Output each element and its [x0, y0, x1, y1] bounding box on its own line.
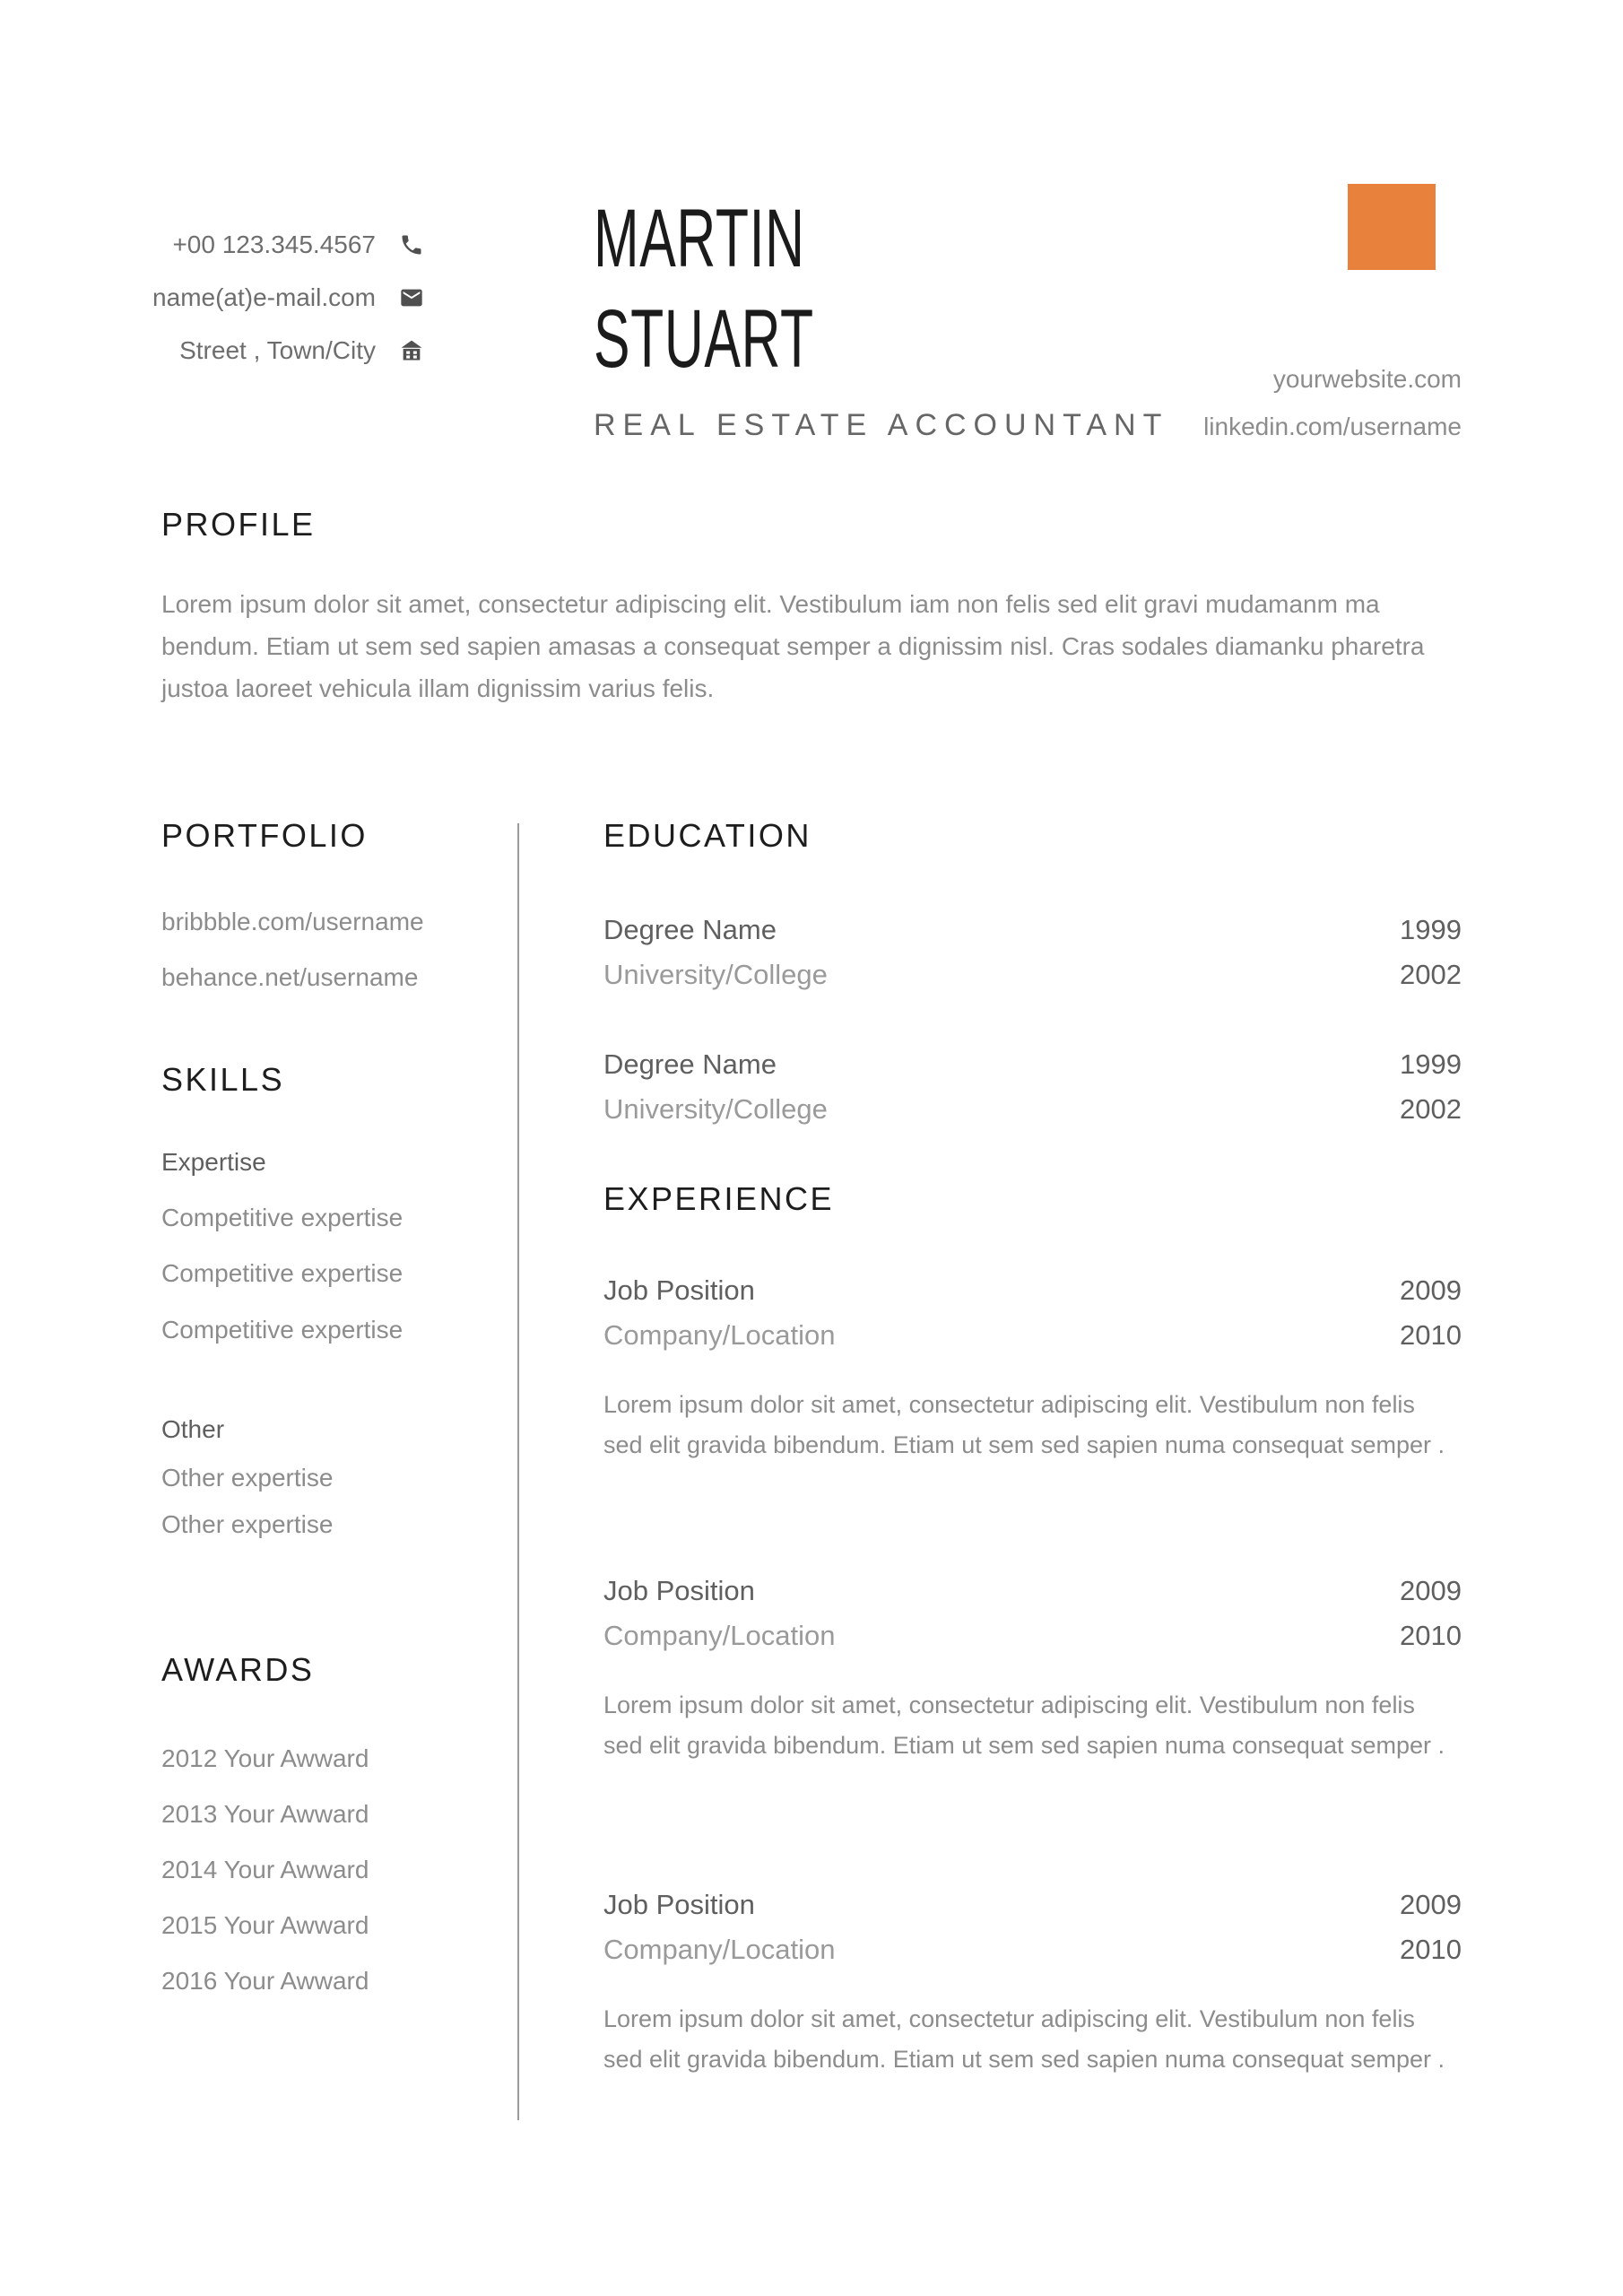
experience-entry	[603, 1268, 1462, 1465]
website-link: yourwebsite.com	[1272, 365, 1462, 393]
portfolio-link: bribbble.com/username	[161, 908, 424, 935]
education-year-start: 1999	[1400, 914, 1462, 945]
university-name: University/College	[603, 1093, 828, 1125]
skill-item: Competitive expertise	[161, 1316, 404, 1344]
experience-entry	[603, 1569, 1462, 1766]
first-name: MARTIN	[594, 193, 805, 284]
degree-name: Degree Name	[603, 1048, 777, 1080]
experience-year-end: 2010	[1400, 1934, 1462, 1965]
job-description: Lorem ipsum dolor sit amet, consectetur adipiscing elit. Vestibulum non felis sed elit gravida bibendum. Etiam ut sem sed sapien numa consequat semper .	[603, 1692, 1445, 1759]
experience-year-end: 2010	[1400, 1319, 1462, 1351]
company-location: Company/Location	[603, 1620, 836, 1651]
portfolio-link: behance.net/username	[161, 963, 419, 991]
phone-icon	[399, 232, 424, 257]
education-year-end: 2002	[1400, 1093, 1462, 1125]
last-name: STUART	[594, 293, 814, 385]
job-position: Job Position	[603, 1889, 755, 1920]
company-location: Company/Location	[603, 1319, 836, 1351]
contact-phone-row	[172, 230, 424, 260]
skills-expertise-label: Expertise	[161, 1148, 266, 1176]
skills-heading: SKILLS	[161, 1061, 285, 1098]
job-title: REAL ESTATE ACCOUNTANT	[594, 408, 1169, 442]
portfolio-heading: PORTFOLIO	[161, 817, 368, 854]
experience-year-start: 2009	[1400, 1889, 1462, 1920]
address-text: Street , Town/City	[179, 336, 376, 364]
university-name: University/College	[603, 959, 828, 990]
profile-text: Lorem ipsum dolor sit amet, consectetur adipiscing elit. Vestibulum iam non felis sed elit gravi mudamanm ma bendum. Etiam ut sem sed sapien amasas a consequat semper a dignissim nisl. Cras sodales diamanku pharetra justoa laoreet vehicula illam dignissim varius felis.	[161, 590, 1425, 702]
contact-address-row	[179, 335, 424, 366]
job-position: Job Position	[603, 1274, 755, 1306]
award-item: 2013 Your Awward	[161, 1800, 369, 1828]
award-item: 2012 Your Awward	[161, 1744, 369, 1772]
skill-item: Other expertise	[161, 1510, 334, 1538]
education-year-start: 1999	[1400, 1048, 1462, 1080]
email-address: name(at)e-mail.com	[152, 283, 376, 311]
award-item: 2016 Your Awward	[161, 1967, 369, 1995]
name-block	[594, 188, 1168, 445]
experience-heading: EXPERIENCE	[603, 1180, 835, 1217]
building-icon	[399, 338, 424, 363]
contact-email-row	[152, 283, 424, 313]
column-divider	[517, 823, 519, 2120]
skill-item: Competitive expertise	[161, 1204, 404, 1231]
award-item: 2015 Your Awward	[161, 1911, 369, 1939]
accent-square	[1348, 184, 1436, 270]
experience-entry	[603, 1883, 1462, 2080]
job-description: Lorem ipsum dolor sit amet, consectetur adipiscing elit. Vestibulum non felis sed elit gravida bibendum. Etiam ut sem sed sapien numa consequat semper .	[603, 2005, 1445, 2073]
phone-number: +00 123.345.4567	[172, 230, 376, 258]
skill-item: Other expertise	[161, 1464, 334, 1492]
linkedin-link: linkedin.com/username	[1203, 413, 1462, 440]
email-icon	[399, 285, 424, 310]
job-position: Job Position	[603, 1575, 755, 1606]
education-year-end: 2002	[1400, 959, 1462, 990]
award-item: 2014 Your Awward	[161, 1856, 369, 1883]
education-entry	[603, 908, 1462, 997]
skill-item: Competitive expertise	[161, 1259, 404, 1287]
skills-other-label: Other	[161, 1415, 225, 1443]
awards-heading: AWARDS	[161, 1651, 315, 1688]
company-location: Company/Location	[603, 1934, 836, 1965]
degree-name: Degree Name	[603, 914, 777, 945]
job-description: Lorem ipsum dolor sit amet, consectetur adipiscing elit. Vestibulum non felis sed elit gravida bibendum. Etiam ut sem sed sapien numa consequat semper .	[603, 1391, 1445, 1458]
experience-year-start: 2009	[1400, 1575, 1462, 1606]
profile-heading: PROFILE	[161, 506, 316, 543]
experience-year-start: 2009	[1400, 1274, 1462, 1306]
education-entry	[603, 1042, 1462, 1132]
experience-year-end: 2010	[1400, 1620, 1462, 1651]
education-heading: EDUCATION	[603, 817, 812, 854]
